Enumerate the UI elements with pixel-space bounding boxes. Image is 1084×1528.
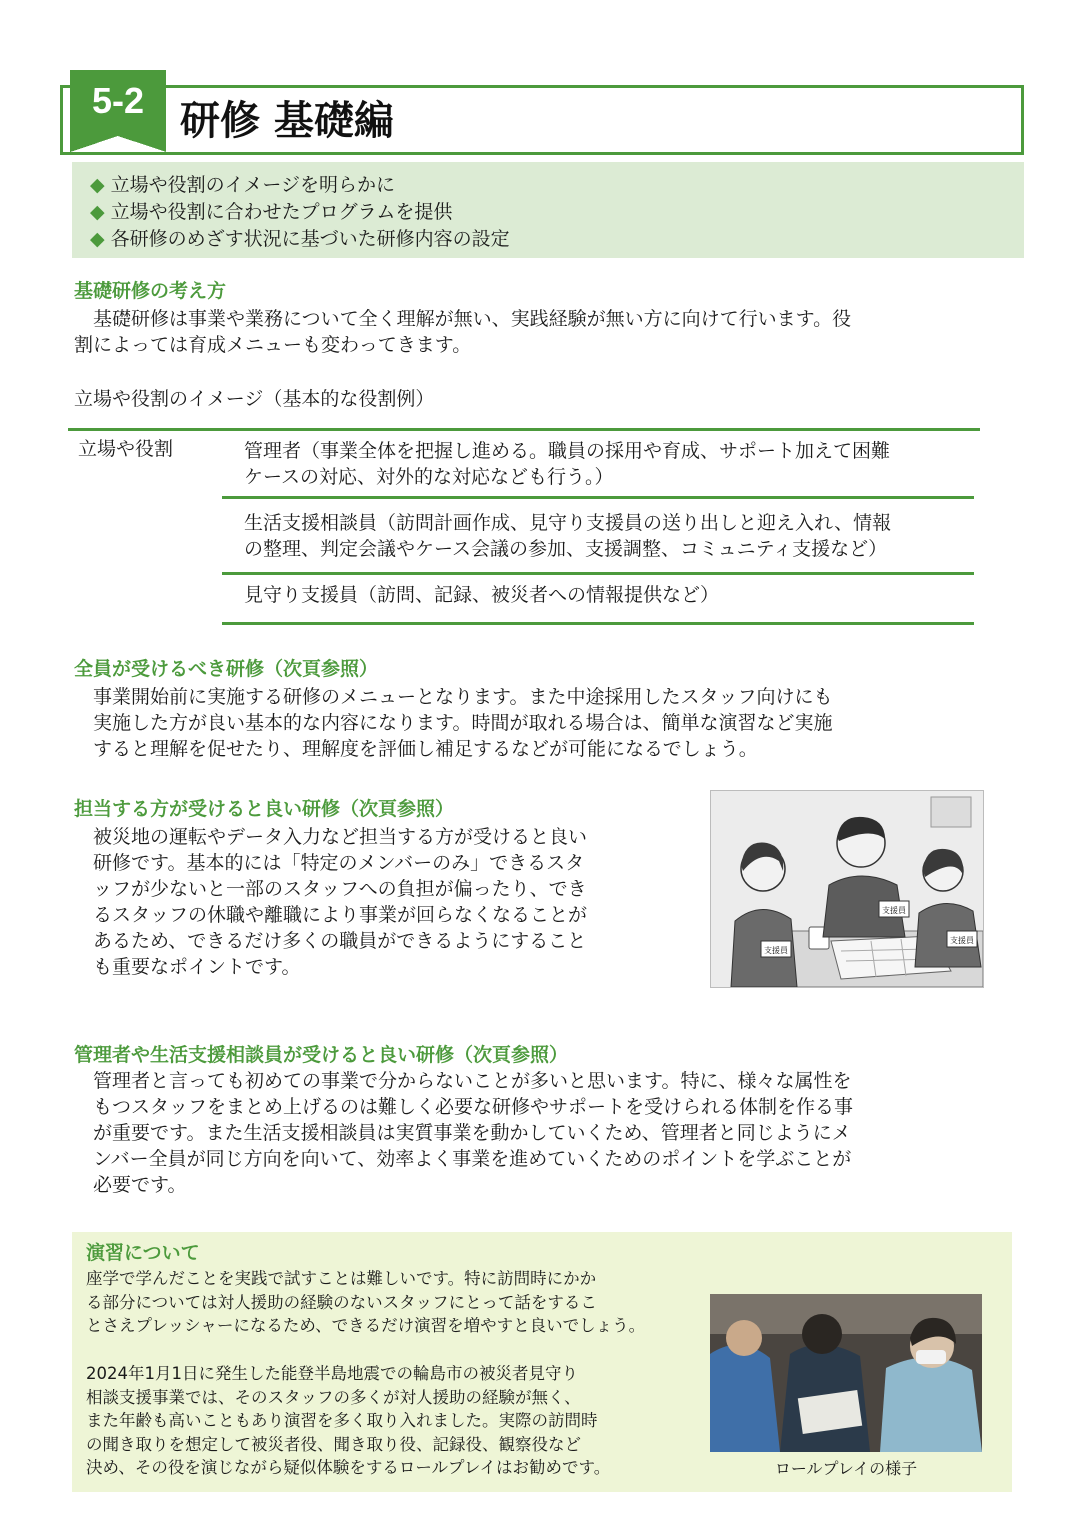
managers-text: 管理者と言っても初めての事業で分からないことが多いと思います。特に、様々な属性を もつスタッフをまとめ上げるのは難しく必要な研修やサポートを受けられる体制を作る事 が重要です。また生活支援相談員は実質事業を動かしていくため、管理者と同じようにメ ンバー全員が同じ方向を向いて、効率よく事業を進めていくためのポイントを学ぶことが 必要です。 — [74, 1070, 854, 1196]
exercise-text-2: 2024年1月1日に発生した能登半島地震での輪島市の被災者見守り 相談支援事業では、そのスタッフの多くが対人援助の経験が無く、 また年齢も高いこともあり演習を多く取り入れました。実際の訪問時 の聞き取りを想定して被災者役、聞き取り役、記録役、観察役など 決め、その役を演じながら疑似体験をするロールプレイはお勧めです。 — [86, 1364, 611, 1477]
roleplay-photo — [710, 1294, 982, 1452]
diamond-icon: ◆ — [90, 174, 105, 196]
exercise-text-1: 座学で学んだことを実践で試すことは難しいです。特に訪問時にかか る部分については対人援助の経験のないスタッフにとって話をするこ とさえプレッシャーになるため、できるだけ演習を増やすと良いでしょう。 — [86, 1269, 646, 1335]
vest-label: 支援員 — [882, 906, 906, 915]
section-heading-managers: 管理者や生活支援相談員が受けると良い研修（次頁参照） — [74, 1044, 569, 1066]
summary-item: ◆ 立場や役割のイメージを明らかに — [90, 174, 396, 196]
summary-item: ◆ 立場や役割に合わせたプログラムを提供 — [90, 201, 453, 223]
roles-label: 立場や役割 — [78, 438, 174, 460]
basics-text: 基礎研修は事業や業務について全く理解が無い、実践経験が無い方に向けて行います。役 割によっては育成メニューも変わってきます。 — [74, 308, 852, 356]
summary-item: ◆ 各研修のめざす状況に基づいた研修内容の設定 — [90, 228, 510, 250]
section-heading-basics: 基礎研修の考え方 — [74, 280, 227, 302]
incharge-text: 被災地の運転やデータ入力など担当する方が受けると良い 研修です。基本的には「特定のメンバーのみ」できるスタ ッフが少ないと一部のスタッフへの負担が偏ったり、でき るスタッフの休職や離職により事業が回らなくなることが あるため、できるだけ多くの職員ができるようにすること も重要なポイントです。 — [74, 826, 588, 978]
vest-label: 支援員 — [764, 946, 788, 955]
chapter-badge — [70, 70, 166, 136]
role-manager: 管理者（事業全体を把握し進める。職員の採用や育成、サポート加えて困難 ケースの対応、対外的な対応なども行う。） — [244, 440, 891, 488]
table-rule — [222, 622, 974, 625]
table-rule — [222, 496, 974, 499]
section-heading-exercise: 演習について — [86, 1242, 200, 1264]
table-rule — [68, 428, 980, 431]
section-heading-incharge: 担当する方が受けると良い研修（次頁参照） — [74, 798, 455, 820]
photo-caption: ロールプレイの様子 — [774, 1459, 918, 1478]
page-title: 研修 基礎編 — [180, 98, 394, 144]
vest-label: 支援員 — [950, 936, 974, 945]
everyone-text: 事業開始前に実施する研修のメニューとなります。また中途採用したスタッフ向けにも 実施した方が良い基本的な内容になります。時間が取れる場合は、簡単な演習など実施 すると理解を促せたり、理解度を評価し補足するなどが可能になるでしょう。 — [74, 686, 833, 760]
diamond-icon: ◆ — [90, 201, 105, 223]
section-heading-everyone: 全員が受けるべき研修（次頁参照） — [74, 658, 379, 680]
roles-caption: 立場や役割のイメージ（基本的な役割例） — [74, 388, 435, 410]
role-counselor: 生活支援相談員（訪問計画作成、見守り支援員の送り出しと迎え入れ、情報 の整理、判定会議やケース会議の参加、支援調整、コミュニティ支援など） — [244, 512, 892, 560]
staff-meeting-illustration — [710, 790, 984, 988]
summary-box — [72, 162, 1024, 258]
table-rule — [222, 572, 974, 575]
role-watcher: 見守り支援員（訪問、記録、被災者への情報提供など） — [244, 584, 720, 606]
diamond-icon: ◆ — [90, 228, 105, 250]
chapter-number: 5-2 — [91, 80, 145, 121]
